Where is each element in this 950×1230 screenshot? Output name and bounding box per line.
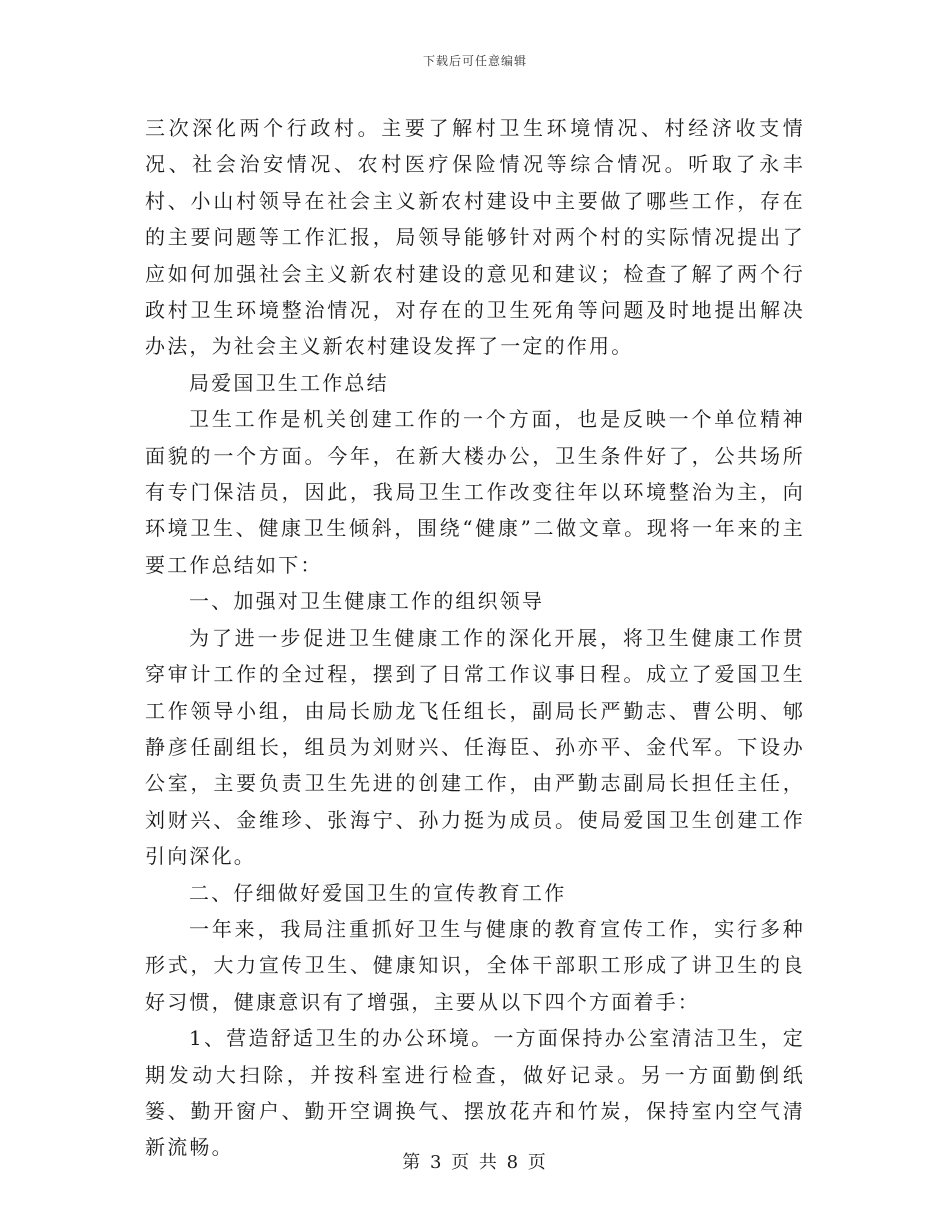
page-number: 第 3 页 共 8 页: [402, 1152, 548, 1173]
page-header: 下载后可任意编辑: [422, 54, 527, 68]
document-body: [145, 110, 805, 1166]
paragraph-organization: 为了进一步促进卫生健康工作的深化开展，将卫生健康工作贯穿审计工作的全过程，摆到了日常工作议事日程。成立了爱国卫生工作领导小组，由局长励龙飞任组长，副局长严勤志、曹公明、郇静彦任副组长，组员为刘财兴、任海臣、孙亦平、金代军。下设办公室，主要负责卫生先进的创建工作，由严勤志副局长担任主任，刘财兴、金维珍、张海宁、孙力挺为成员。使局爱国卫生创建工作引向深化。: [145, 625, 805, 869]
heading-one: 一、加强对卫生健康工作的组织领导: [189, 589, 545, 614]
heading-two: 二、仔细做好爱国卫生的宣传教育工作: [189, 880, 567, 905]
paragraph-education: 一年来，我局注重抓好卫生与健康的教育宣传工作，实行多种形式，大力宣传卫生、健康知识，全体干部职工形成了讲卫生的良好习惯，健康意识有了增强，主要从以下四个方面着手：: [145, 916, 805, 1014]
paragraph-intro: 卫生工作是机关创建工作的一个方面，也是反映一个单位精神面貌的一个方面。今年，在新大楼办公，卫生条件好了，公共场所有专门保洁员，因此，我局卫生工作改变往年以环境整治为主，向环境卫生、健康卫生倾斜，围绕“健康”二做文章。现将一年来的主要工作总结如下：: [145, 407, 805, 577]
paragraph-item-one: 1、营造舒适卫生的办公环境。一方面保持办公室清洁卫生，定期发动大扫除，并按科室进行检查，做好记录。另一方面勤倒纸篓、勤开窗户、勤开空调换气、摆放花卉和竹炭，保持室内空气清新流畅。: [145, 1026, 805, 1160]
section-title: 局爱国卫生工作总结: [189, 370, 389, 395]
paragraph-continued: 三次深化两个行政村。主要了解村卫生环境情况、村经济收支情况、社会治安情况、农村医疗保险情况等综合情况。听取了永丰村、小山村领导在社会主义新农村建设中主要做了哪些工作，存在的主要问题等工作汇报，局领导能够针对两个村的实际情况提出了应如何加强社会主义新农村建设的意见和建议；检查了解了两个行政村卫生环境整治情况，对存在的卫生死角等问题及时地提出解决办法，为社会主义新农村建设发挥了一定的作用。: [145, 116, 805, 359]
